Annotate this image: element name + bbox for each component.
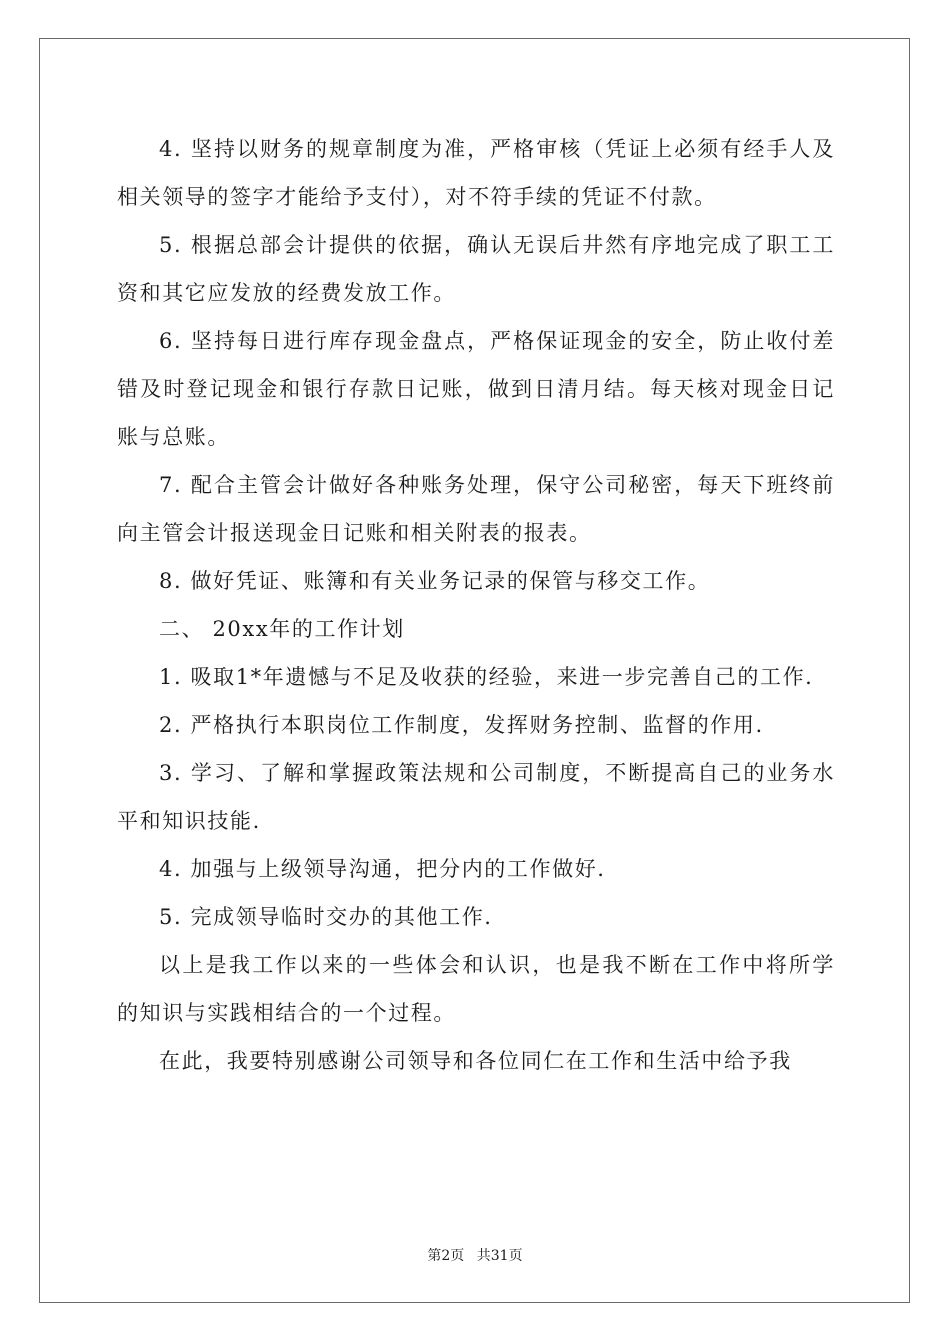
paragraph: 5. 根据总部会计提供的依据，确认无误后井然有序地完成了职工工资和其它应发放的经费发放工作。: [117, 233, 835, 305]
section-heading: 二、 20xx年的工作计划: [159, 617, 405, 641]
paragraph: 4. 加强与上级领导沟通，把分内的工作做好.: [159, 857, 606, 881]
paragraph: 7. 配合主管会计做好各种账务处理，保守公司秘密，每天下班终前向主管会计报送现金日记账和相关附表的报表。: [117, 473, 835, 545]
paragraph: 6. 坚持每日进行库存现金盘点，严格保证现金的安全，防止收付差错及时登记现金和银行存款日记账，做到日清月结。每天核对现金日记账与总账。: [117, 329, 835, 449]
page-number: 第2页: [427, 1248, 465, 1264]
paragraph: 3. 学习、了解和掌握政策法规和公司制度，不断提高自己的业务水平和知识技能.: [117, 761, 835, 833]
paragraph: 4. 坚持以财务的规章制度为准，严格审核（凭证上必须有经手人及相关领导的签字才能给予支付），对不符手续的凭证不付款。: [117, 137, 835, 209]
paragraph: 5. 完成领导临时交办的其他工作.: [159, 905, 493, 929]
page-total: 共31页: [476, 1248, 523, 1264]
paragraph: 1. 吸取1*年遗憾与不足及收获的经验，来进一步完善自己的工作.: [159, 665, 814, 689]
paragraph: 2. 严格执行本职岗位工作制度，发挥财务控制、监督的作用.: [159, 713, 764, 737]
paragraph: 以上是我工作以来的一些体会和认识，也是我不断在工作中将所学的知识与实践相结合的一个过程。: [117, 953, 835, 1025]
paragraph: 8. 做好凭证、账簿和有关业务记录的保管与移交工作。: [159, 569, 711, 593]
paragraph: 在此，我要特别感谢公司领导和各位同仁在工作和生活中给予我: [159, 1049, 792, 1073]
page-footer: [0, 1245, 950, 1265]
document-body: [117, 125, 835, 1085]
